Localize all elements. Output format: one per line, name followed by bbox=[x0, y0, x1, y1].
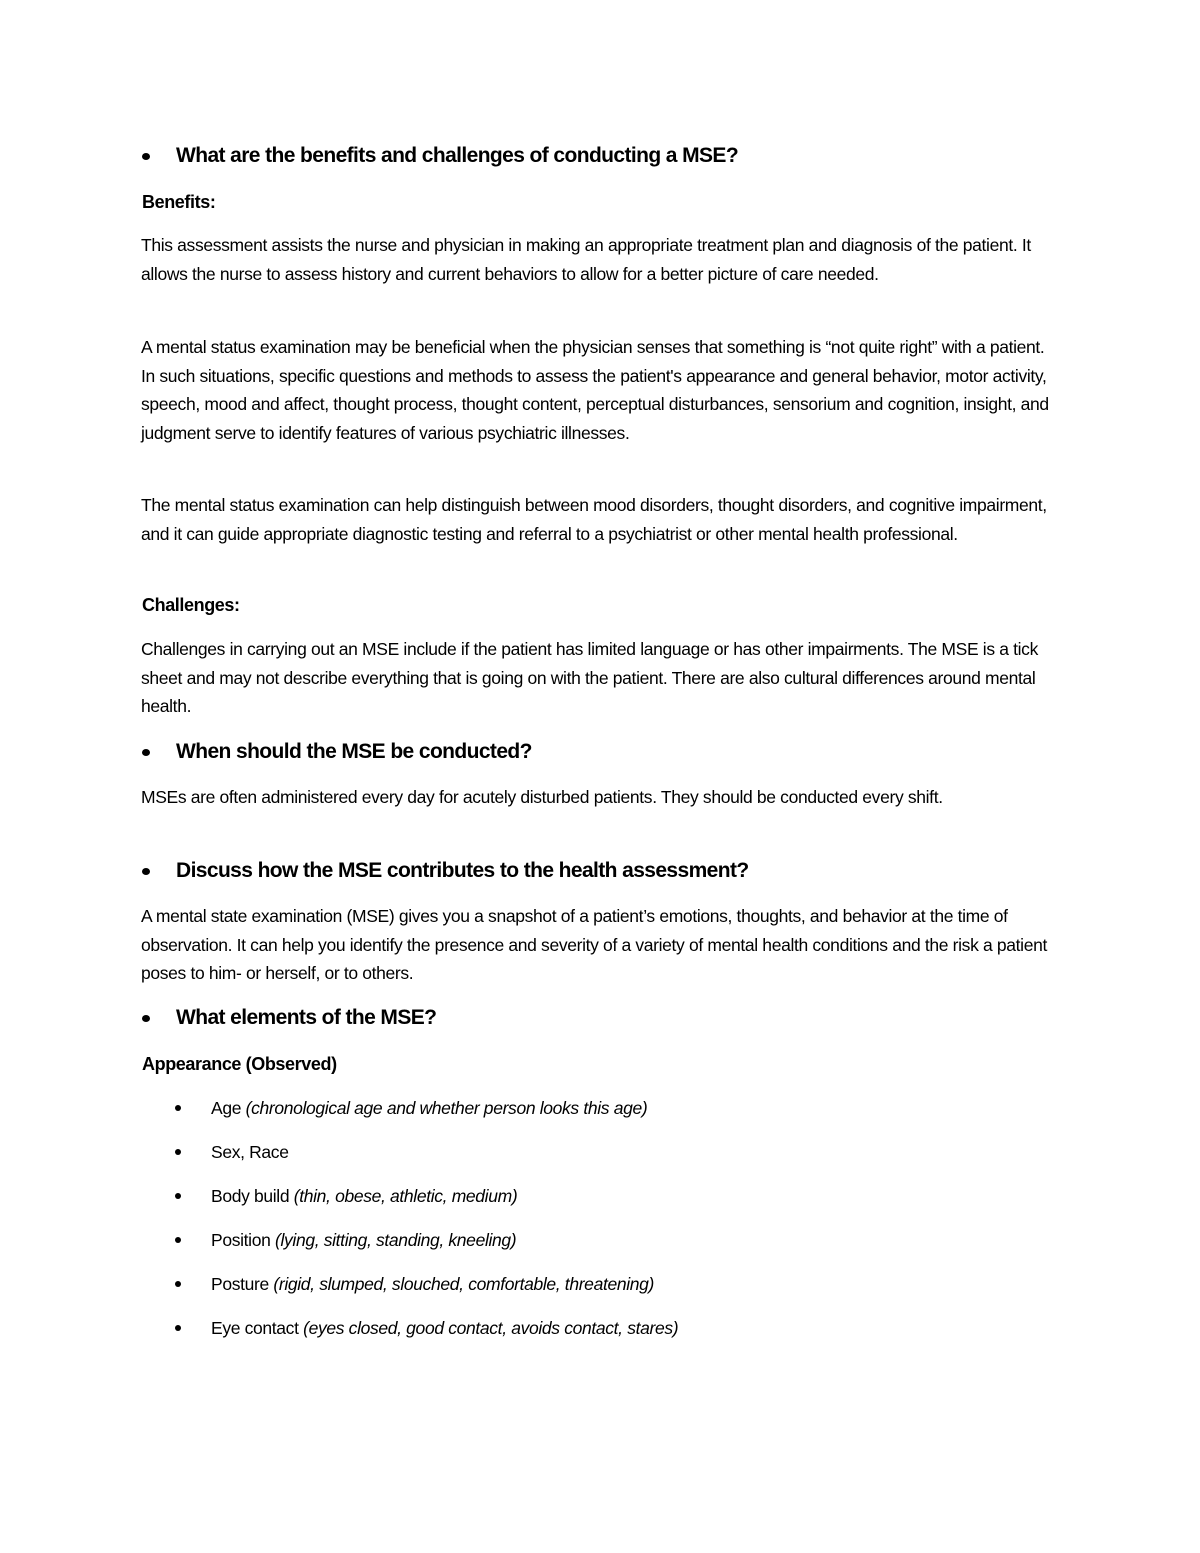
item-detail: (chronological age and whether person looks this age) bbox=[245, 1098, 648, 1118]
bullet-icon bbox=[175, 1149, 181, 1155]
question-text: Discuss how the MSE contributes to the health assessment? bbox=[176, 859, 749, 882]
appearance-heading: Appearance (Observed) bbox=[142, 1054, 337, 1074]
item-label: Sex, Race bbox=[211, 1142, 289, 1162]
question-text: When should the MSE be conducted? bbox=[176, 740, 532, 763]
bullet-icon bbox=[142, 749, 150, 756]
challenges-heading: Challenges: bbox=[142, 595, 240, 615]
when-conducted-answer: MSEs are often administered every day for acutely disturbed patients. They should be conducted every shift. bbox=[141, 787, 943, 807]
challenges-paragraph: Challenges in carrying out an MSE include if the patient has limited language or has other impairments. The MSE is a tick sheet and may not describe everything that is going on with the patient. There are also cultural differences around mental health. bbox=[141, 639, 1038, 716]
bullet-icon bbox=[142, 153, 150, 160]
bullet-icon bbox=[175, 1237, 181, 1243]
item-label: Posture bbox=[211, 1274, 269, 1294]
bullet-icon bbox=[175, 1281, 181, 1287]
item-label: Body build bbox=[211, 1186, 290, 1206]
bullet-icon bbox=[142, 868, 150, 875]
bullet-icon bbox=[142, 1015, 150, 1022]
question-text: What are the benefits and challenges of conducting a MSE? bbox=[176, 144, 739, 167]
bullet-icon bbox=[175, 1193, 181, 1199]
item-label: Eye contact bbox=[211, 1318, 299, 1338]
item-detail: (rigid, slumped, slouched, comfortable, threatening) bbox=[273, 1274, 655, 1294]
question-text: What elements of the MSE? bbox=[176, 1006, 437, 1029]
item-detail: (eyes closed, good contact, avoids contact, stares) bbox=[303, 1318, 679, 1338]
bullet-icon bbox=[175, 1325, 181, 1331]
benefits-paragraph-2: A mental status examination may be beneficial when the physician senses that something is “not quite right” with a patient. In such situations, specific questions and methods to assess the patient's appearance and general behavior, motor activity, speech, mood and affect, thought process, thought content, perceptual disturbances, sensorium and cognition, insight, and judgment serve to identify features of various psychiatric illnesses. bbox=[141, 337, 1049, 443]
health-assessment-answer: A mental state examination (MSE) gives you a snapshot of a patient’s emotions, thoughts, and behavior at the time of observation. It can help you identify the presence and severity of a variety of mental health conditions and the risk a patient poses to him- or herself, or to others. bbox=[141, 906, 1047, 983]
item-label: Age bbox=[211, 1098, 242, 1118]
item-label: Position bbox=[211, 1230, 271, 1250]
benefits-paragraph-1: This assessment assists the nurse and physician in making an appropriate treatment plan and diagnosis of the patient. It allows the nurse to assess history and current behaviors to allow for a better picture of care needed. bbox=[141, 235, 1031, 284]
item-detail: (lying, sitting, standing, kneeling) bbox=[274, 1230, 517, 1250]
bullet-icon bbox=[175, 1105, 181, 1111]
benefits-heading: Benefits: bbox=[142, 192, 216, 212]
benefits-paragraph-3: The mental status examination can help distinguish between mood disorders, thought disorders, and cognitive impairment, and it can guide appropriate diagnostic testing and referral to a psychiatrist or other mental health professional. bbox=[141, 495, 1047, 544]
item-detail: (thin, obese, athletic, medium) bbox=[293, 1186, 518, 1206]
